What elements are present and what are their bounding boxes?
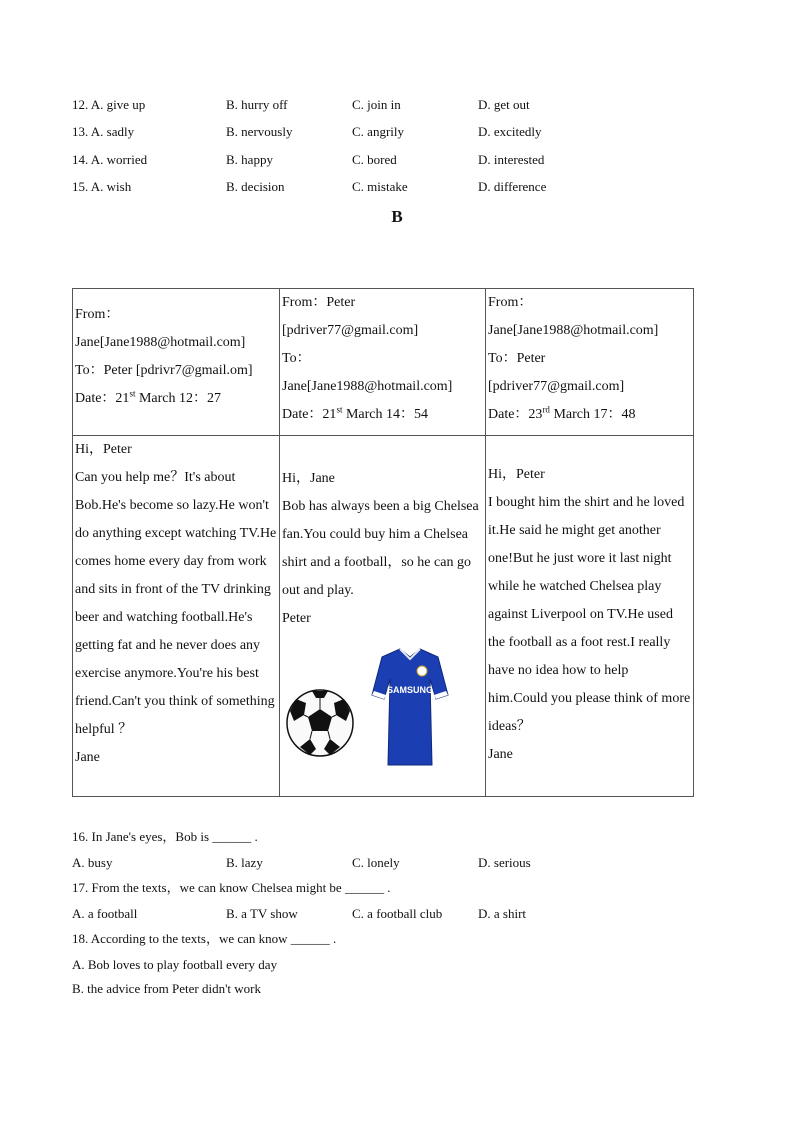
from-address: Jane[Jane1988@hotmail.com]	[488, 323, 659, 338]
from-address: [pdriver77@gmail.com]	[282, 323, 419, 338]
email-1-body	[73, 436, 280, 797]
email-3-body	[486, 436, 694, 797]
option-b: B. happy	[226, 152, 273, 167]
option-b: B. a TV show	[226, 906, 298, 921]
from-label: From：	[75, 307, 120, 322]
option-c: C. a football club	[352, 906, 443, 921]
gift-images	[282, 643, 483, 773]
to-label: To：Peter	[488, 351, 546, 366]
email-2-body	[280, 436, 486, 797]
question-18-option-a: A. Bob loves to play football every day	[72, 957, 278, 972]
option-d: D. a shirt	[478, 906, 527, 921]
to-address: Jane[Jane1988@hotmail.com]	[282, 379, 453, 394]
option-d: D. serious	[478, 855, 531, 870]
to-label: To：	[282, 351, 311, 366]
option-a: 13. A. sadly	[72, 124, 135, 139]
signature: Peter	[282, 611, 311, 626]
option-b: B. decision	[226, 179, 285, 194]
football-icon	[287, 690, 353, 756]
option-d: D. get out	[478, 97, 530, 112]
from-label: From：	[488, 295, 533, 310]
question-18-stem: 18. According to the texts，we can know ______ .	[72, 931, 337, 946]
greeting: Hi，Peter	[488, 467, 545, 482]
message-text: Can you help me？It's about Bob.He's become so lazy.He won't do anything except watching TV.He comes home every day from work and sits in front of the TV drinking beer and watching football.He's getting fat and he never does any exercise anymore.You're his best friend.Can't you think of something helpful ？	[75, 470, 277, 737]
chelsea-shirt-icon	[372, 649, 448, 765]
option-a: 14. A. worried	[72, 152, 148, 167]
date-line: Date：21st March 14：54	[282, 404, 428, 422]
date-line: Date：21st March 12：27	[75, 388, 221, 406]
greeting: Hi，Peter	[75, 442, 132, 457]
option-c: C. join in	[352, 97, 401, 112]
signature: Jane	[488, 747, 513, 762]
option-b: B. lazy	[226, 855, 263, 870]
to-address: [pdriver77@gmail.com]	[488, 379, 625, 394]
email-table	[72, 288, 694, 797]
option-c: C. lonely	[352, 855, 400, 870]
option-d: D. difference	[478, 179, 547, 194]
question-16-stem: 16. In Jane's eyes，Bob is ______ .	[72, 829, 258, 844]
option-a: 12. A. give up	[72, 97, 146, 112]
option-c: C. angrily	[352, 124, 404, 139]
date-line: Date：23rd March 17：48	[488, 404, 636, 422]
question-18-option-b: B. the advice from Peter didn't work	[72, 981, 261, 996]
email-3-header	[486, 289, 694, 436]
option-c: C. mistake	[352, 179, 408, 194]
option-a: A. a football	[72, 906, 138, 921]
option-b: B. hurry off	[226, 97, 288, 112]
from-label: From：Peter	[282, 295, 356, 310]
signature: Jane	[75, 750, 100, 765]
from-address: Jane[Jane1988@hotmail.com]	[75, 335, 246, 350]
football-and-shirt-image	[282, 643, 486, 773]
section-title: B	[391, 207, 403, 226]
option-c: C. bored	[352, 152, 397, 167]
option-d: D. interested	[478, 152, 545, 167]
email-1-header	[73, 289, 280, 436]
option-a: 15. A. wish	[72, 179, 132, 194]
option-d: D. excitedly	[478, 124, 542, 139]
option-b: B. nervously	[226, 124, 293, 139]
email-2-header	[280, 289, 486, 436]
greeting: Hi，Jane	[282, 471, 335, 486]
to-line: To：Peter [pdrivr7@gmail.om]	[75, 363, 253, 378]
message-text: I bought him the shirt and he loved it.He said he might get another one!But he just wore it last night while he watched Chelsea play against Liverpool on TV.He used the football as a foot rest.I really have no idea how to help him.Could you please think of more ideas？	[488, 495, 691, 734]
message-text: Bob has always been a big Chelsea fan.You could buy him a Chelsea shirt and a football，so he can go out and play.	[282, 499, 479, 598]
question-17-stem: 17. From the texts，we can know Chelsea might be ______ .	[72, 880, 391, 895]
shirt-sponsor-text: SAMSUNG	[386, 685, 434, 695]
option-a: A. busy	[72, 855, 113, 870]
